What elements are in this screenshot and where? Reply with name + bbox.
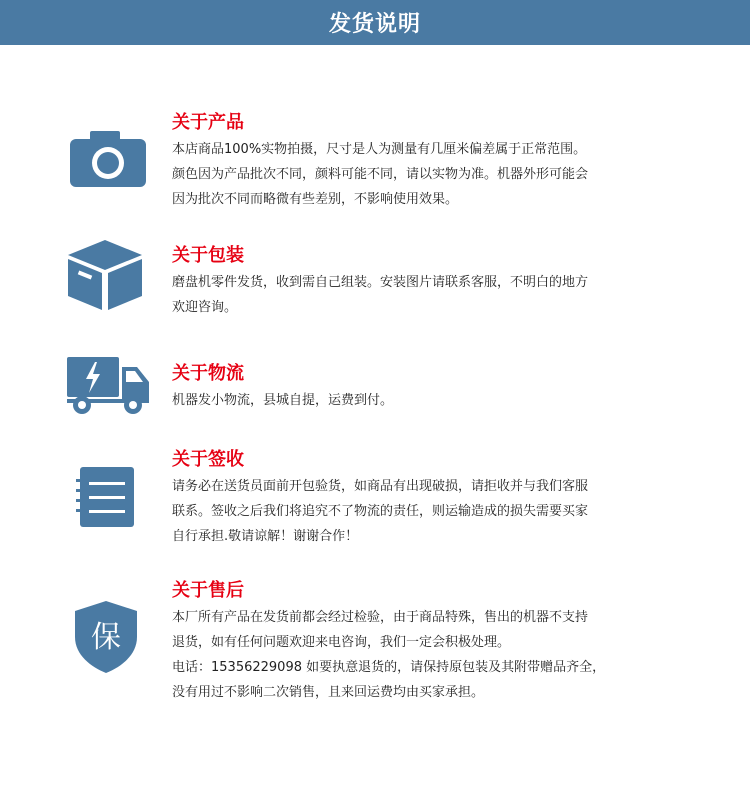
text-line: 磨盘机零件发货，收到需自己组装。安装图片请联系客服，不明白的地方 — [172, 275, 589, 290]
text-line: 自行承担.敬请谅解！谢谢合作！ — [172, 529, 359, 544]
text-line: 退货，如有任何问题欢迎来电咨询，我们一定会积极处理。 — [172, 635, 511, 650]
text-line: 本厂所有产品在发货前都会经过检验，由于商品特殊，售出的机器不支持 — [172, 610, 589, 625]
svg-text:保: 保 — [91, 620, 121, 655]
section-text — [172, 605, 732, 705]
camera-icon — [70, 131, 146, 187]
text-line: 颜色因为产品批次不同，颜料可能不同，请以实物为准。机器外形可能会 — [172, 167, 589, 182]
section-title: 关于签收 — [172, 449, 244, 470]
section-text — [172, 137, 732, 212]
text-line: 本店商品100%实物拍摄，尺寸是人为测量有几厘米偏差属于正常范围。 — [172, 142, 587, 157]
phone-line: 电话：15356229098 如要执意退货的，请保持原包装及其附带赠品齐全， — [172, 660, 606, 675]
shield-bao-icon — [75, 601, 137, 673]
text-line: 欢迎咨询。 — [172, 300, 238, 315]
section-text — [172, 270, 732, 320]
text-line: 没有用过不影响二次销售，且来回运费均由买家承担。 — [172, 685, 485, 700]
section-title: 关于产品 — [172, 112, 244, 133]
text-line: 机器发小物流，县城自提，运费到付。 — [172, 393, 394, 408]
text-line: 请务必在送货员面前开包验货，如商品有出现破损，请拒收并与我们客服 — [172, 479, 589, 494]
text-line: 联系。签收之后我们将追究不了物流的责任，则运输造成的损失需要买家 — [172, 504, 589, 519]
section-text — [172, 388, 732, 413]
package-box-icon — [68, 240, 142, 310]
section-title: 关于物流 — [172, 363, 244, 384]
section-title: 关于售后 — [172, 580, 244, 601]
text-line: 因为批次不同而略微有些差别，不影响使用效果。 — [172, 192, 459, 207]
section-text — [172, 474, 732, 549]
page-title: 发货说明 — [328, 12, 421, 37]
delivery-truck-icon — [67, 357, 149, 415]
section-title: 关于包装 — [172, 245, 244, 266]
notepad-icon — [74, 467, 134, 527]
header-banner — [0, 0, 750, 45]
